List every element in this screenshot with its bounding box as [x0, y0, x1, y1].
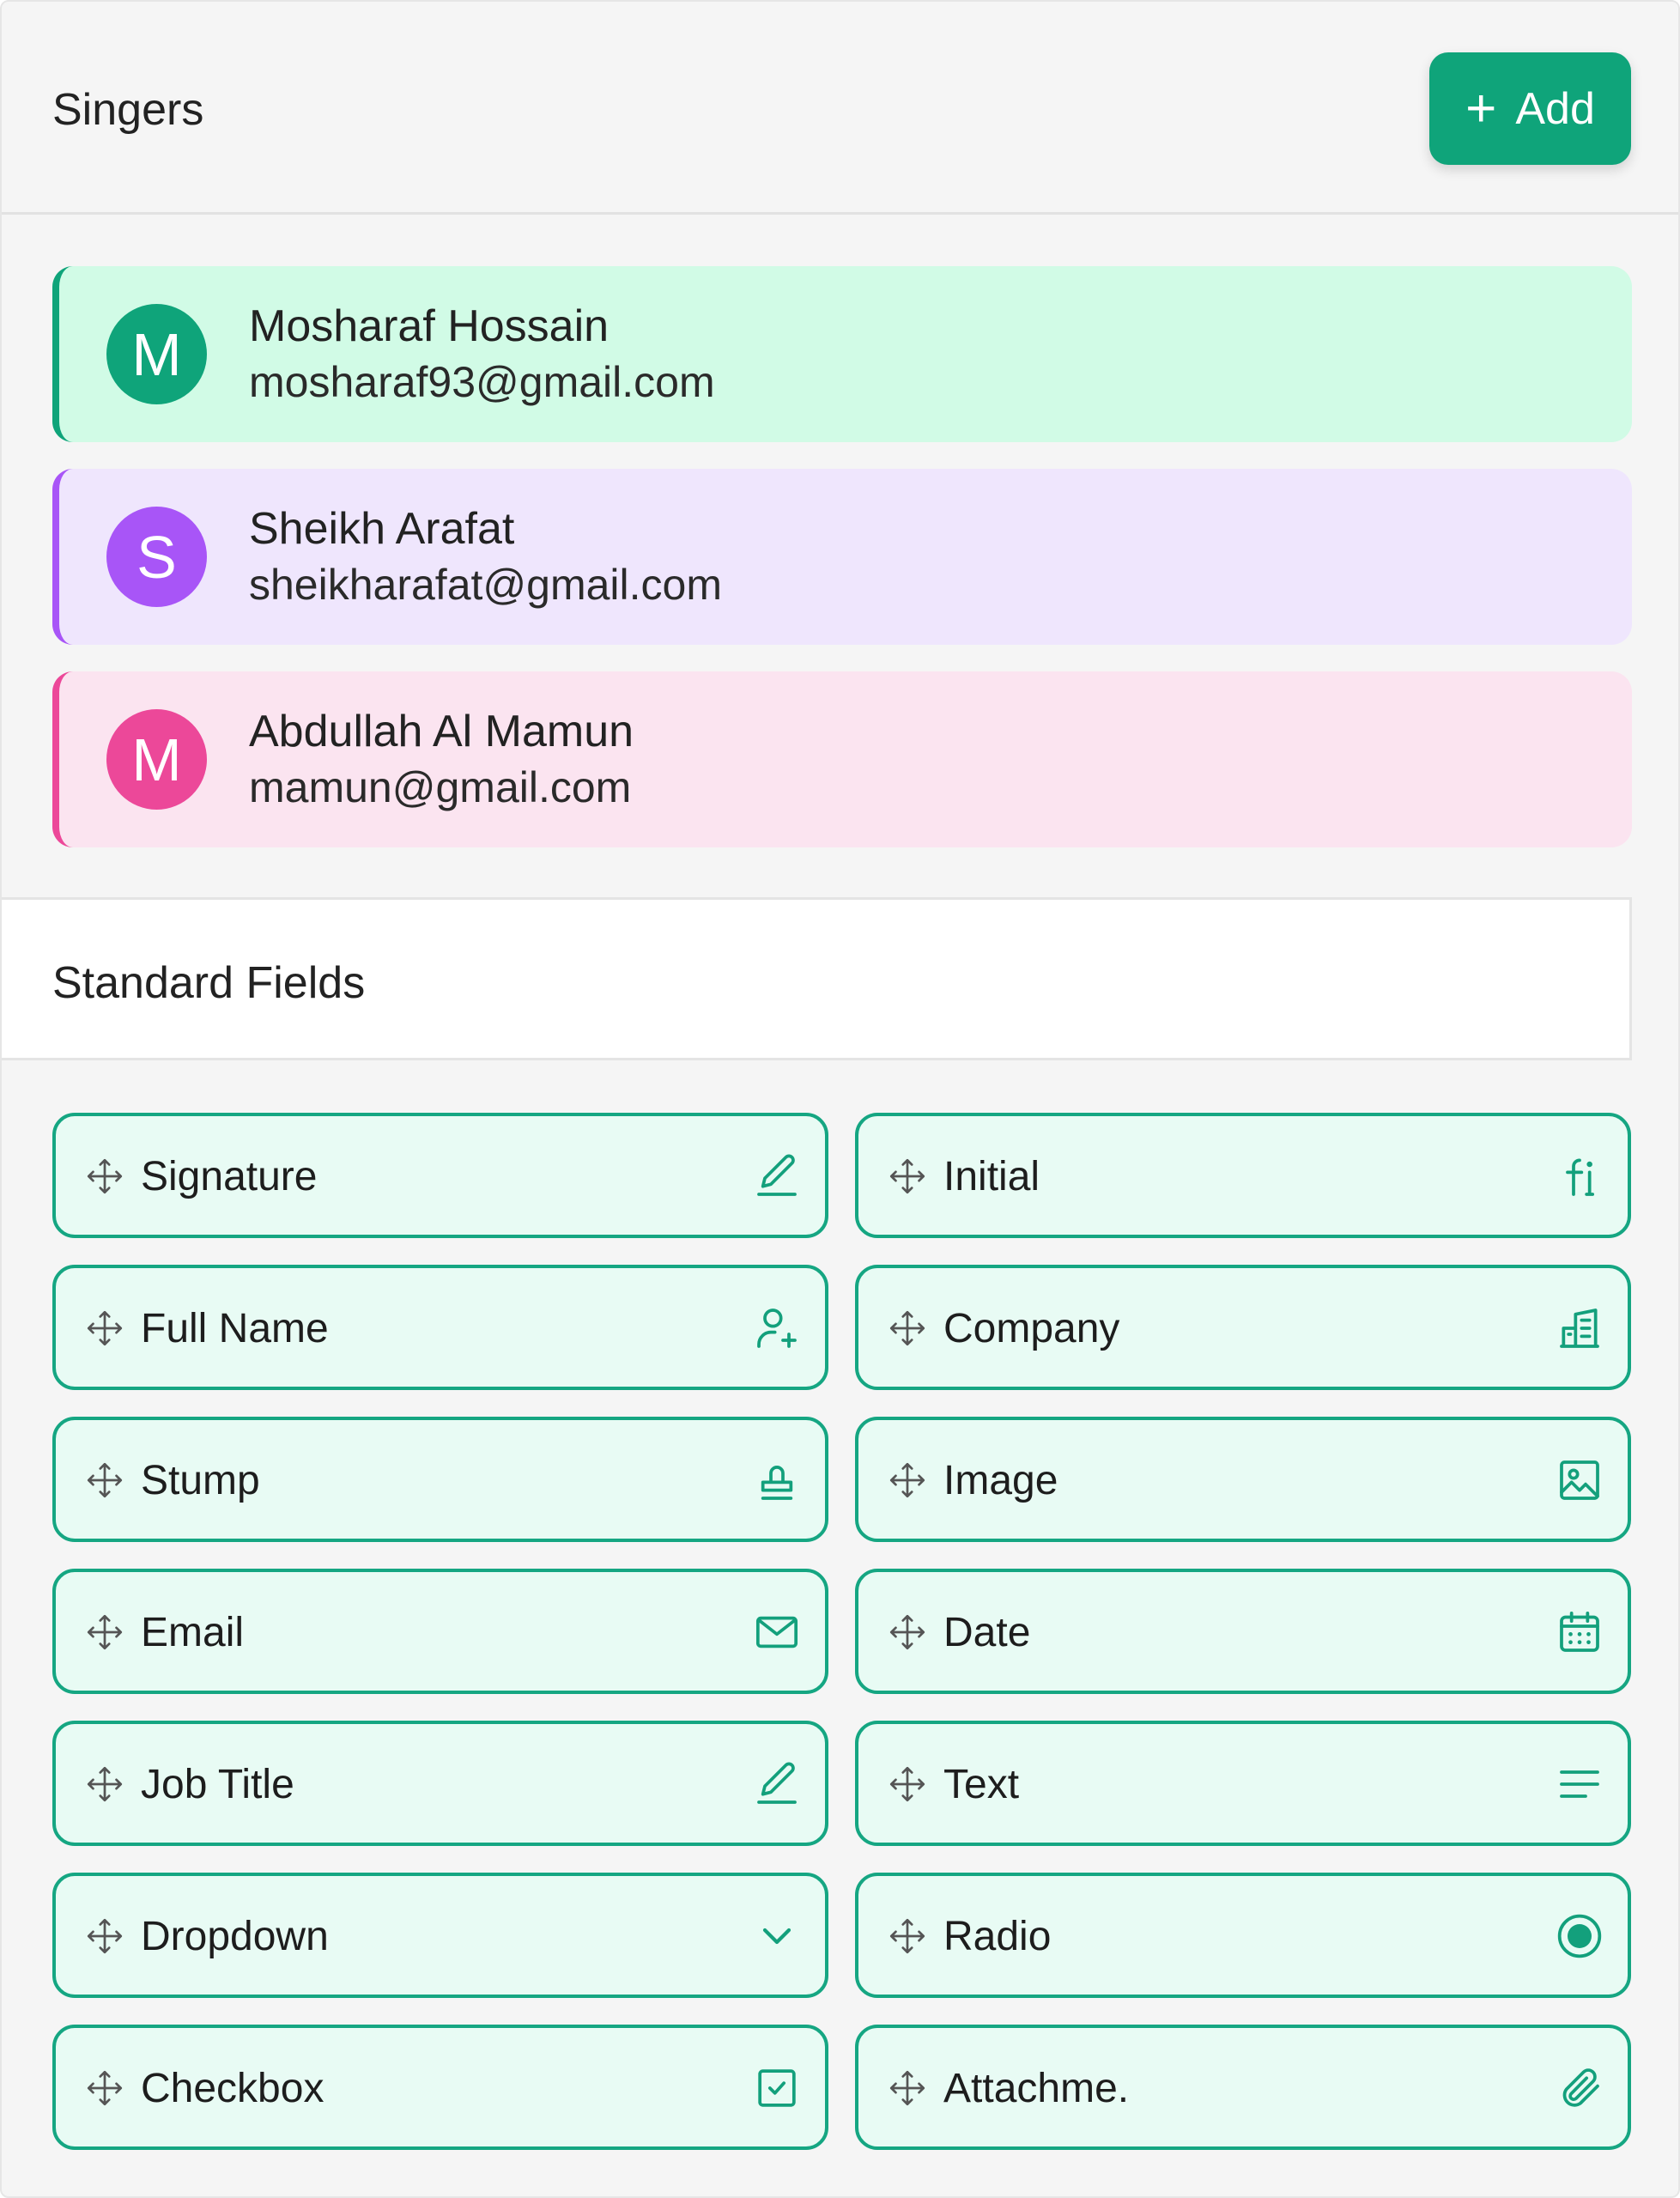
add-singer-button[interactable] — [1429, 52, 1631, 165]
singer-card[interactable] — [52, 469, 1632, 645]
standard-fields-title: Standard Fields — [52, 958, 366, 1008]
move-icon — [83, 1611, 126, 1654]
standard-fields-header — [2, 897, 1632, 1060]
move-icon — [83, 2067, 126, 2110]
field-radio[interactable] — [855, 1873, 1631, 1998]
singer-name: Abdullah Al Mamun — [249, 707, 634, 756]
field-label: Text — [943, 1762, 1020, 1807]
move-icon — [886, 1611, 929, 1654]
field-text[interactable] — [855, 1721, 1631, 1846]
field-label: Attachme. — [943, 2066, 1130, 2111]
singer-email: mosharaf93@gmail.com — [249, 358, 715, 406]
chevron-down-icon — [753, 1912, 801, 1960]
singer-email: sheikharafat@gmail.com — [249, 561, 722, 609]
field-signature[interactable] — [52, 1113, 828, 1238]
stamp-icon — [753, 1456, 801, 1504]
field-date[interactable] — [855, 1569, 1631, 1694]
singers-header — [2, 2, 1680, 215]
move-icon — [886, 1459, 929, 1502]
initial-icon — [1556, 1152, 1604, 1200]
move-icon — [886, 1915, 929, 1958]
singer-name: Sheikh Arafat — [249, 504, 515, 554]
field-label: Checkbox — [141, 2066, 324, 2111]
field-label: Company — [943, 1306, 1120, 1351]
field-label: Full Name — [141, 1306, 329, 1351]
field-initial[interactable] — [855, 1113, 1631, 1238]
move-icon — [886, 1307, 929, 1350]
field-full-name[interactable] — [52, 1265, 828, 1390]
singers-title: Singers — [52, 85, 204, 135]
text-lines-icon — [1556, 1760, 1604, 1808]
move-icon — [886, 1155, 929, 1198]
checkbox-icon — [753, 2064, 801, 2112]
avatar: M — [106, 709, 207, 810]
add-button-label: Add — [1515, 83, 1595, 134]
pen-icon — [753, 1760, 801, 1808]
singer-name: Mosharaf Hossain — [249, 301, 610, 351]
field-label: Date — [943, 1610, 1031, 1655]
building-icon — [1556, 1304, 1604, 1352]
mail-icon — [753, 1608, 801, 1656]
move-icon — [83, 1155, 126, 1198]
user-plus-icon — [753, 1304, 801, 1352]
pen-icon — [753, 1152, 801, 1200]
singer-card[interactable] — [52, 266, 1632, 442]
calendar-icon — [1556, 1608, 1604, 1656]
field-label: Email — [141, 1610, 245, 1655]
field-dropdown[interactable] — [52, 1873, 828, 1998]
image-icon — [1556, 1456, 1604, 1504]
field-email[interactable] — [52, 1569, 828, 1694]
move-icon — [83, 1459, 126, 1502]
field-attachment[interactable] — [855, 2025, 1631, 2150]
field-label: Image — [943, 1458, 1058, 1503]
radio-icon — [1556, 1912, 1604, 1960]
avatar: M — [106, 304, 207, 404]
field-checkbox[interactable] — [52, 2025, 828, 2150]
avatar: S — [106, 507, 207, 607]
field-label: Stump — [141, 1458, 260, 1503]
field-company[interactable] — [855, 1265, 1631, 1390]
field-label: Job Title — [141, 1762, 294, 1807]
field-label: Radio — [943, 1914, 1052, 1959]
field-stump[interactable] — [52, 1417, 828, 1542]
move-icon — [886, 1763, 929, 1806]
field-label: Dropdown — [141, 1914, 329, 1959]
paperclip-icon — [1556, 2064, 1604, 2112]
field-job-title[interactable] — [52, 1721, 828, 1846]
move-icon — [83, 1915, 126, 1958]
field-label: Signature — [141, 1154, 318, 1199]
field-image[interactable] — [855, 1417, 1631, 1542]
singer-card[interactable] — [52, 671, 1632, 847]
field-label: Initial — [943, 1154, 1040, 1199]
move-icon — [886, 2067, 929, 2110]
move-icon — [83, 1763, 126, 1806]
move-icon — [83, 1307, 126, 1350]
plus-icon: + — [1465, 78, 1497, 138]
singer-email: mamun@gmail.com — [249, 763, 632, 811]
